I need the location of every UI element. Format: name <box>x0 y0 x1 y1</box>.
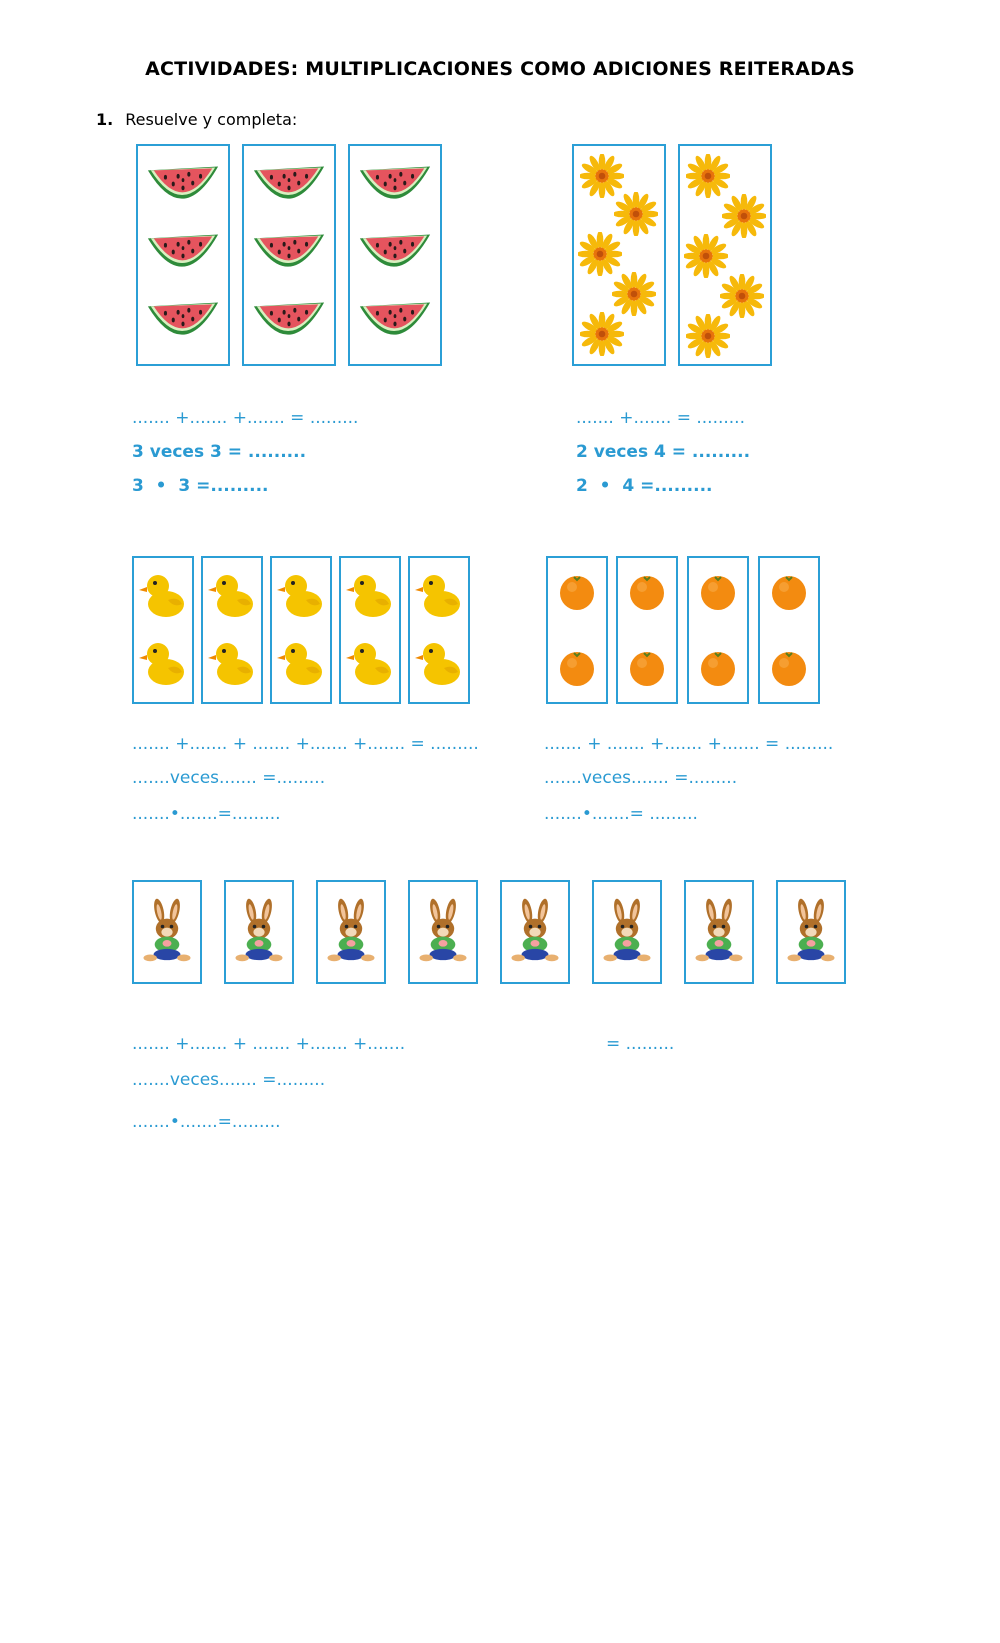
instruction-number: 1. <box>96 110 114 129</box>
orange-box <box>546 556 608 704</box>
orange-icon <box>627 648 667 688</box>
s2-left-sum-line[interactable]: ....... +....... + ....... +....... +....... = ......... <box>132 734 479 754</box>
instruction <box>96 110 297 129</box>
duck-icon <box>138 638 188 688</box>
rabbit-icon <box>415 897 471 965</box>
watermelon-icon <box>250 160 328 210</box>
rabbit-box <box>684 880 754 984</box>
watermelon-icon <box>356 160 434 210</box>
instruction-text: Resuelve y completa: <box>125 110 298 129</box>
duck-icon <box>414 638 464 688</box>
s1-left-sum-line[interactable]: ....... +....... +....... = ......... <box>132 408 359 428</box>
orange-icon <box>557 648 597 688</box>
duck-box <box>132 556 194 704</box>
rabbit-icon <box>507 897 563 965</box>
duck-box <box>201 556 263 704</box>
rabbit-box <box>592 880 662 984</box>
orange-box <box>687 556 749 704</box>
watermelon-icon <box>356 228 434 278</box>
rabbit-box <box>316 880 386 984</box>
rabbit-box <box>132 880 202 984</box>
rabbit-box <box>408 880 478 984</box>
s3-veces-line[interactable]: .......veces....... =......... <box>132 1070 326 1090</box>
s1-right-veces-line[interactable]: 2 veces 4 = ......... <box>576 442 751 462</box>
rabbit-box <box>224 880 294 984</box>
flower-icon <box>722 194 766 238</box>
watermelon-icon <box>144 296 222 346</box>
flower-icon <box>578 232 622 276</box>
watermelon-box <box>348 144 442 366</box>
duck-icon <box>414 570 464 620</box>
orange-box <box>758 556 820 704</box>
duck-box <box>270 556 332 704</box>
rabbit-icon <box>783 897 839 965</box>
s2-right-veces-line[interactable]: .......veces....... =......... <box>544 768 738 788</box>
duck-icon <box>207 570 257 620</box>
orange-icon <box>769 572 809 612</box>
orange-icon <box>557 572 597 612</box>
watermelon-icon <box>250 296 328 346</box>
duck-icon <box>345 638 395 688</box>
s1-left-veces-line[interactable]: 3 veces 3 = ......... <box>132 442 307 462</box>
rabbit-icon <box>323 897 379 965</box>
rabbit-icon <box>231 897 287 965</box>
s2-right-product-line[interactable]: .......•.......= ......... <box>544 804 698 824</box>
orange-box <box>616 556 678 704</box>
watermelon-box <box>136 144 230 366</box>
flower-box <box>678 144 772 366</box>
flower-icon <box>684 234 728 278</box>
watermelon-icon <box>250 228 328 278</box>
rabbit-box <box>776 880 846 984</box>
duck-icon <box>276 638 326 688</box>
duck-icon <box>138 570 188 620</box>
orange-icon <box>698 572 738 612</box>
flower-icon <box>720 274 764 318</box>
duck-box <box>339 556 401 704</box>
s1-left-product-line[interactable]: 3 • 3 =......... <box>132 476 269 496</box>
duck-icon <box>276 570 326 620</box>
flower-icon <box>614 192 658 236</box>
s3-sum-result[interactable]: = ......... <box>606 1034 675 1054</box>
s1-right-sum-line[interactable]: ....... +....... = ......... <box>576 408 745 428</box>
duck-icon <box>345 570 395 620</box>
rabbit-box <box>500 880 570 984</box>
rabbit-icon <box>599 897 655 965</box>
watermelon-icon <box>144 228 222 278</box>
watermelon-box <box>242 144 336 366</box>
s2-left-veces-line[interactable]: .......veces....... =......... <box>132 768 326 788</box>
orange-icon <box>769 648 809 688</box>
watermelon-icon <box>356 296 434 346</box>
orange-icon <box>627 572 667 612</box>
flower-icon <box>686 314 730 358</box>
orange-icon <box>698 648 738 688</box>
page-title: ACTIVIDADES: MULTIPLICACIONES COMO ADICIONES REITERADAS <box>145 58 855 80</box>
s2-right-sum-line[interactable]: ....... + ....... +....... +....... = ......... <box>544 734 834 754</box>
s2-left-product-line[interactable]: .......•.......=......... <box>132 804 281 824</box>
duck-box <box>408 556 470 704</box>
s3-sum-line[interactable]: ....... +....... + ....... +....... +....... <box>132 1034 406 1054</box>
watermelon-icon <box>144 160 222 210</box>
s1-right-product-line[interactable]: 2 • 4 =......... <box>576 476 713 496</box>
flower-box <box>572 144 666 366</box>
rabbit-icon <box>691 897 747 965</box>
rabbit-icon <box>139 897 195 965</box>
flower-icon <box>612 272 656 316</box>
duck-icon <box>207 638 257 688</box>
flower-icon <box>686 154 730 198</box>
flower-icon <box>580 312 624 356</box>
s3-product-line[interactable]: .......•.......=......... <box>132 1112 281 1132</box>
